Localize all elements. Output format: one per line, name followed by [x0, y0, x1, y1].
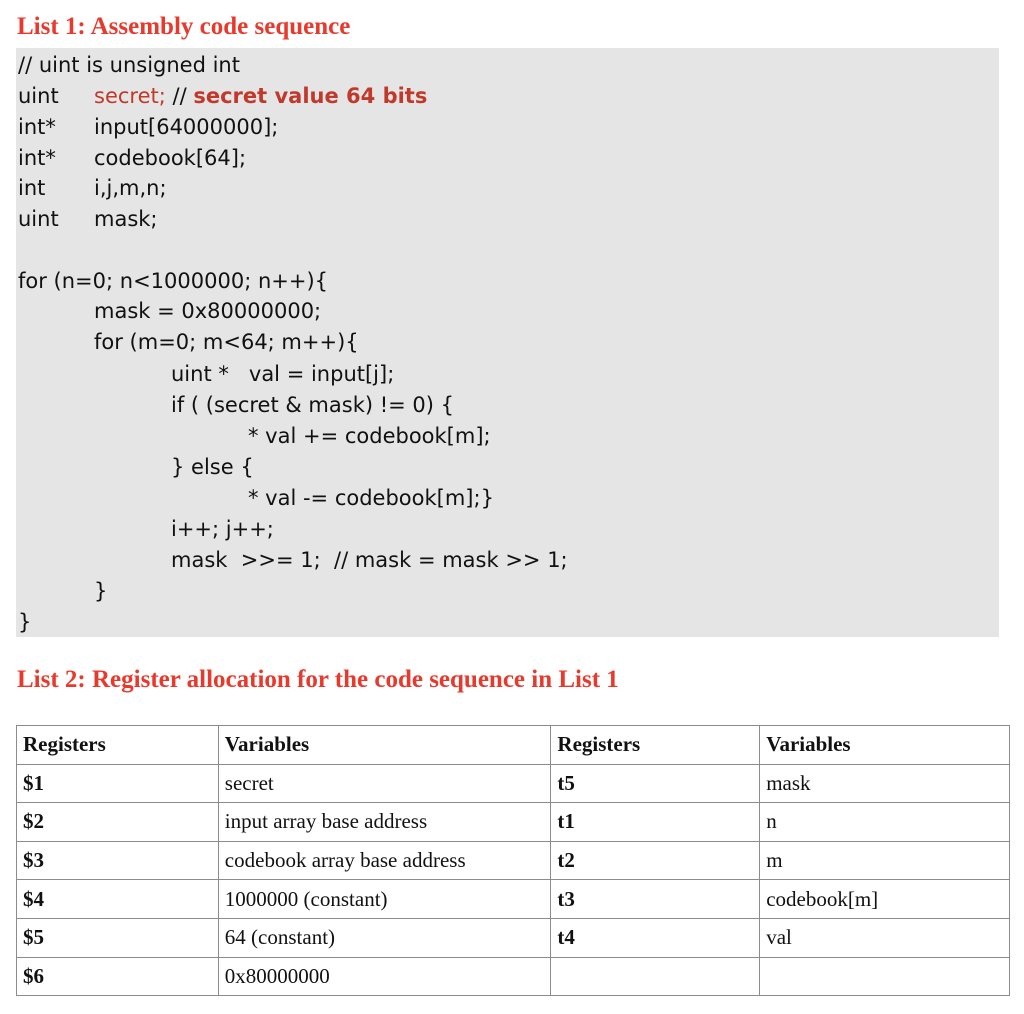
register-cell: t5: [551, 764, 760, 803]
variable-cell: codebook[m]: [760, 880, 1010, 919]
register-cell: $4: [17, 880, 219, 919]
table-row: [17, 880, 1010, 919]
code-token: //: [165, 84, 194, 108]
code-line: i,j,m,n;: [94, 176, 167, 200]
list2-title: List 2: Register allocation for the code sequence in List 1: [17, 666, 619, 693]
variable-cell: codebook array base address: [218, 841, 551, 880]
code-line: int*: [18, 146, 56, 170]
code-line: for (m=0; m<64; m++){: [94, 330, 359, 354]
code-line: uint: [18, 84, 59, 108]
code-line: codebook[64];: [94, 146, 247, 170]
register-cell: $5: [17, 918, 219, 957]
register-cell: t2: [551, 841, 760, 880]
variable-cell: 64 (constant): [218, 918, 551, 957]
variable-cell: 0x80000000: [218, 957, 551, 996]
register-cell: $2: [17, 803, 219, 842]
table-row: [17, 764, 1010, 803]
code-line: input[64000000];: [94, 115, 279, 139]
code-line: for (n=0; n<1000000; n++){: [18, 269, 328, 293]
table-row: [17, 841, 1010, 880]
code-token: secret;: [94, 84, 166, 108]
variable-cell: n: [760, 803, 1010, 842]
code-line: * val += codebook[m];: [248, 424, 491, 448]
table-header-row: [17, 726, 1010, 765]
code-line: uint * val = input[j];: [171, 362, 395, 386]
variable-cell: [760, 957, 1010, 996]
variable-cell: val: [760, 918, 1010, 957]
variable-cell: mask: [760, 764, 1010, 803]
code-line: }: [94, 579, 108, 603]
register-cell: $6: [17, 957, 219, 996]
code-line: [94, 84, 427, 108]
code-line: }: [18, 610, 32, 634]
register-cell: t4: [551, 918, 760, 957]
code-line: if ( (secret & mask) != 0) {: [171, 393, 454, 417]
code-line: } else {: [171, 455, 254, 479]
code-line: int: [18, 176, 46, 200]
table-row: [17, 803, 1010, 842]
code-line: mask = 0x80000000;: [94, 299, 322, 323]
code-line: mask >>= 1; // mask = mask >> 1;: [171, 548, 568, 572]
header-registers: Registers: [17, 726, 219, 765]
variable-cell: secret: [218, 764, 551, 803]
register-cell: t1: [551, 803, 760, 842]
register-cell: t3: [551, 880, 760, 919]
register-table: [16, 725, 1010, 996]
register-cell: [551, 957, 760, 996]
list1-title: List 1: Assembly code sequence: [17, 13, 351, 40]
variable-cell: m: [760, 841, 1010, 880]
table-row: [17, 957, 1010, 996]
header-variables: Variables: [760, 726, 1010, 765]
register-cell: $1: [17, 764, 219, 803]
code-line: i++; j++;: [171, 517, 274, 541]
code-line: int*: [18, 115, 56, 139]
header-registers: Registers: [551, 726, 760, 765]
register-cell: $3: [17, 841, 219, 880]
header-variables: Variables: [218, 726, 551, 765]
code-line: // uint is unsigned int: [18, 53, 240, 77]
code-line: mask;: [94, 207, 158, 231]
table-row: [17, 918, 1010, 957]
code-line: * val -= codebook[m];}: [248, 486, 494, 510]
variable-cell: input array base address: [218, 803, 551, 842]
variable-cell: 1000000 (constant): [218, 880, 551, 919]
code-line: uint: [18, 207, 59, 231]
code-comment: secret value 64 bits: [193, 84, 428, 108]
